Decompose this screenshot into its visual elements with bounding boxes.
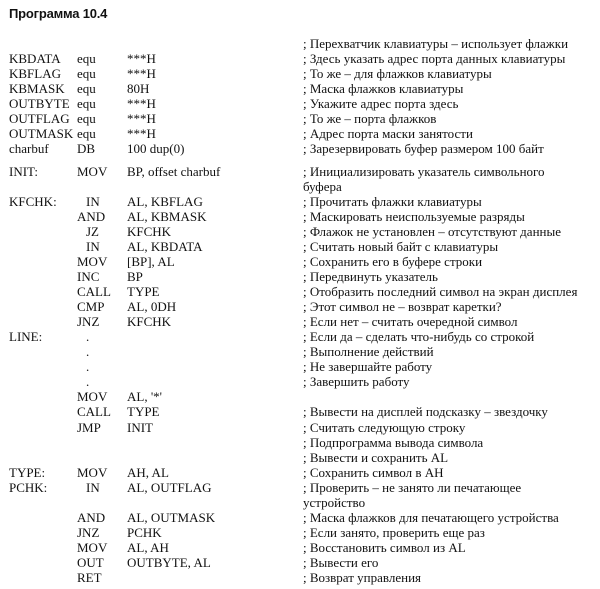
line-comment: ; Вывести его: [303, 555, 379, 570]
line-operand: AL, '*': [127, 389, 163, 404]
line-operand: AL, AH: [127, 540, 169, 555]
line-operand: AL, KBDATA: [127, 239, 203, 254]
line-comment: ; Выполнение действий: [303, 344, 434, 359]
line-comment: ; Возврат управления: [303, 570, 422, 585]
line-operand: AL, KBFLAG: [127, 194, 203, 209]
line-opcode: equ: [77, 126, 96, 141]
line-comment: ; Передвинуть указатель: [303, 269, 438, 284]
line-operand: AH, AL: [127, 465, 169, 480]
line-opcode: DB: [77, 141, 96, 156]
line-operand: KFCHK: [127, 224, 172, 239]
line-operand: OUTBYTE, AL: [127, 555, 211, 570]
line-opcode: AND: [77, 510, 106, 525]
line-opcode: INC: [77, 269, 100, 284]
line-opcode: equ: [77, 51, 96, 66]
line-label: OUTBYTE: [9, 96, 70, 111]
line-opcode: MOV: [77, 254, 108, 269]
line-opcode: MOV: [77, 164, 108, 179]
line-label: KBFLAG: [9, 66, 62, 81]
line-label: INIT:: [9, 164, 38, 179]
line-label: PCHK:: [9, 480, 48, 495]
line-label: charbuf: [9, 141, 49, 156]
program-title: Программа 10.4: [9, 6, 108, 21]
line-comment: ; Маска флажков для печатающего устройства: [303, 510, 559, 525]
line-opcode: MOV: [77, 389, 108, 404]
line-opcode: CALL: [77, 404, 111, 419]
line-label: OUTFLAG: [9, 111, 70, 126]
line-opcode: IN: [86, 194, 100, 209]
line-comment: ; Инициализировать указатель символьного: [303, 164, 545, 179]
line-operand: AL, KBMASK: [127, 209, 207, 224]
line-operand: AL, OUTMASK: [127, 510, 216, 525]
line-opcode: JNZ: [77, 314, 100, 329]
line-comment: ; Укажите адрес порта здесь: [303, 96, 459, 111]
line-operand: TYPE: [127, 404, 160, 419]
line-operand: ***H: [127, 96, 156, 111]
line-comment: ; Завершить работу: [303, 374, 410, 389]
line-opcode: OUT: [77, 555, 104, 570]
line-opcode: CMP: [77, 299, 105, 314]
line-operand: 100 dup(0): [127, 141, 185, 156]
line-operand: ***H: [127, 126, 156, 141]
line-comment: ; Отобразить последний символ на экран дисплея: [303, 284, 578, 299]
line-opcode: MOV: [77, 540, 108, 555]
line-operand: AL, 0DH: [127, 299, 177, 314]
line-operand: BP: [127, 269, 143, 284]
line-label: OUTMASK: [9, 126, 74, 141]
line-comment: ; Считать следующую строку: [303, 420, 466, 435]
line-comment: ; То же – для флажков клавиатуры: [303, 66, 492, 81]
line-comment: ; Сохранить символ в AH: [303, 465, 444, 480]
line-opcode: CALL: [77, 284, 111, 299]
line-comment: ; Вывести и сохранить AL: [303, 450, 449, 465]
line-comment: ; Вывести на дисплей подсказку – звездочку: [303, 404, 548, 419]
line-operand: BP, offset charbuf: [127, 164, 221, 179]
line-operand: ***H: [127, 111, 156, 126]
line-opcode: equ: [77, 96, 96, 111]
line-comment: ; Не завершайте работу: [303, 359, 433, 374]
line-label: KBMASK: [9, 81, 65, 96]
line-comment: ; Проверить – не занято ли печатающее: [303, 480, 522, 495]
line-comment: ; Если да – сделать что-нибудь со строкой: [303, 329, 535, 344]
line-comment: ; Маскировать неиспользуемые разряды: [303, 209, 525, 224]
line-opcode: equ: [77, 111, 96, 126]
line-comment: устройство: [303, 495, 366, 510]
line-comment: ; Если нет – считать очередной символ: [303, 314, 518, 329]
line-comment: ; Подпрограмма вывода символа: [303, 435, 484, 450]
line-comment: ; Прочитать флажки клавиатуры: [303, 194, 482, 209]
line-operand: ***H: [127, 51, 156, 66]
line-operand: 80H: [127, 81, 150, 96]
line-operand: AL, OUTFLAG: [127, 480, 212, 495]
line-operand: INIT: [127, 420, 153, 435]
line-label: KFCHK:: [9, 194, 57, 209]
line-comment: буфера: [303, 179, 342, 194]
line-label: TYPE:: [9, 465, 46, 480]
line-opcode: .: [86, 329, 90, 344]
line-comment: ; Восстановить символ из AL: [303, 540, 466, 555]
line-opcode: MOV: [77, 465, 108, 480]
line-opcode: .: [86, 359, 90, 374]
line-comment: ; Если занято, проверить еще раз: [303, 525, 485, 540]
line-opcode: .: [86, 374, 90, 389]
line-opcode: .: [86, 344, 90, 359]
line-opcode: IN: [86, 480, 100, 495]
line-comment: ; Перехватчик клавиатуры – использует флажки: [303, 36, 569, 51]
line-label: KBDATA: [9, 51, 61, 66]
line-comment: ; Адрес порта маски занятости: [303, 126, 473, 141]
line-operand: KFCHK: [127, 314, 172, 329]
line-opcode: RET: [77, 570, 102, 585]
line-opcode: AND: [77, 209, 106, 224]
line-opcode: JZ: [86, 224, 99, 239]
line-opcode: equ: [77, 81, 96, 96]
line-comment: ; Маска флажков клавиатуры: [303, 81, 464, 96]
line-operand: [BP], AL: [127, 254, 175, 269]
line-comment: ; Флажок не установлен – отсутствуют данные: [303, 224, 561, 239]
line-comment: ; То же – порта флажков: [303, 111, 437, 126]
line-comment: ; Зарезервировать буфер размером 100 байт: [303, 141, 544, 156]
line-opcode: IN: [86, 239, 100, 254]
line-comment: ; Здесь указать адрес порта данных клавиатуры: [303, 51, 566, 66]
line-opcode: JNZ: [77, 525, 100, 540]
line-operand: ***H: [127, 66, 156, 81]
line-operand: PCHK: [127, 525, 162, 540]
line-comment: ; Считать новый байт с клавиатуры: [303, 239, 499, 254]
line-opcode: equ: [77, 66, 96, 81]
line-label: LINE:: [9, 329, 43, 344]
line-opcode: JMP: [77, 420, 101, 435]
line-comment: ; Этот символ не – возврат каретки?: [303, 299, 502, 314]
line-operand: TYPE: [127, 284, 160, 299]
line-comment: ; Сохранить его в буфере строки: [303, 254, 483, 269]
